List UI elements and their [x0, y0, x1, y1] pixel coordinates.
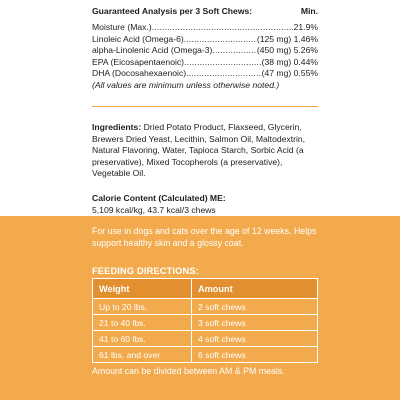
calorie-text: 5,109 kcal/kg, 43.7 kcal/3 chews	[92, 204, 216, 215]
section-divider	[92, 106, 318, 107]
analysis-name: Linoleic Acid (Omega-6)	[92, 33, 184, 44]
calorie-label: Calorie Content (Calculated) ME:	[92, 193, 226, 203]
feeding-directions-title: FEEDING DIRECTIONS:	[92, 266, 199, 276]
analysis-name: DHA (Docosahexaenoic)	[92, 68, 187, 79]
analysis-row	[92, 34, 318, 46]
table-row	[93, 299, 318, 315]
weight-cell: 41 to 60 lbs.	[93, 331, 192, 347]
analysis-row	[92, 68, 318, 80]
analysis-value: (450 mg) 5.26%	[256, 45, 318, 56]
analysis-row	[92, 45, 318, 57]
guaranteed-analysis-list	[92, 22, 318, 92]
analysis-footnote: (All values are minimum unless otherwise noted.)	[92, 79, 280, 90]
ingredients-text: Dried Potato Product, Flaxseed, Glycerin, Brewers Dried Yeast, Lecithin, Salmon Oil, Maltodextrin, Natural Flavoring, Water, Tapioca Starch, Sorbic Acid (a preservative), Mixed Tocopherols (a preservative), Vegetable Oil.	[92, 122, 306, 179]
table-row	[93, 331, 318, 347]
amount-cell: 2 soft chews	[192, 299, 318, 315]
guaranteed-analysis-title: Guaranteed Analysis per 3 Soft Chews:	[92, 6, 253, 16]
amount-note: Amount can be divided between AM & PM meals.	[92, 366, 285, 376]
guaranteed-analysis-header	[92, 6, 318, 18]
weight-cell: 21 to 40 lbs.	[93, 315, 192, 331]
weight-cell: 61 lbs. and over	[93, 347, 192, 363]
analysis-value: 21.9%	[293, 22, 318, 32]
amount-cell: 6 soft chews	[192, 347, 318, 363]
analysis-row	[92, 22, 318, 34]
min-column-label: Min.	[300, 6, 318, 16]
leader-dots	[186, 68, 262, 80]
ingredients-label: Ingredients:	[92, 122, 142, 132]
weight-cell: Up to 20 lbs.	[93, 299, 192, 315]
amount-cell: 4 soft chews	[192, 331, 318, 347]
analysis-name: Moisture (Max.)	[92, 22, 152, 32]
analysis-row	[92, 57, 318, 69]
analysis-value: (38 mg) 0.44%	[261, 56, 318, 67]
analysis-value: (47 mg) 0.55%	[261, 68, 318, 79]
usage-text: For use in dogs and cats over the age of 12 weeks. Helps support healthy skin and a glossy coat.	[92, 226, 317, 248]
ingredients-section	[92, 122, 318, 180]
amount-cell: 3 soft chews	[192, 315, 318, 331]
calorie-section	[92, 193, 318, 216]
weight-header: Weight	[93, 279, 192, 299]
leader-dots	[184, 34, 257, 46]
amount-header: Amount	[192, 279, 318, 299]
leader-dots	[184, 57, 262, 69]
table-row	[93, 315, 318, 331]
analysis-name: alpha-Linolenic Acid (Omega-3)	[92, 45, 213, 56]
leader-dots	[212, 45, 256, 57]
analysis-value: (125 mg) 1.46%	[256, 33, 318, 44]
feeding-table	[92, 278, 318, 363]
leader-dots	[152, 22, 294, 34]
table-row	[93, 347, 318, 363]
analysis-name: EPA (Eicosapentaenoic)	[92, 56, 185, 67]
feeding-table-header-row	[93, 279, 318, 299]
